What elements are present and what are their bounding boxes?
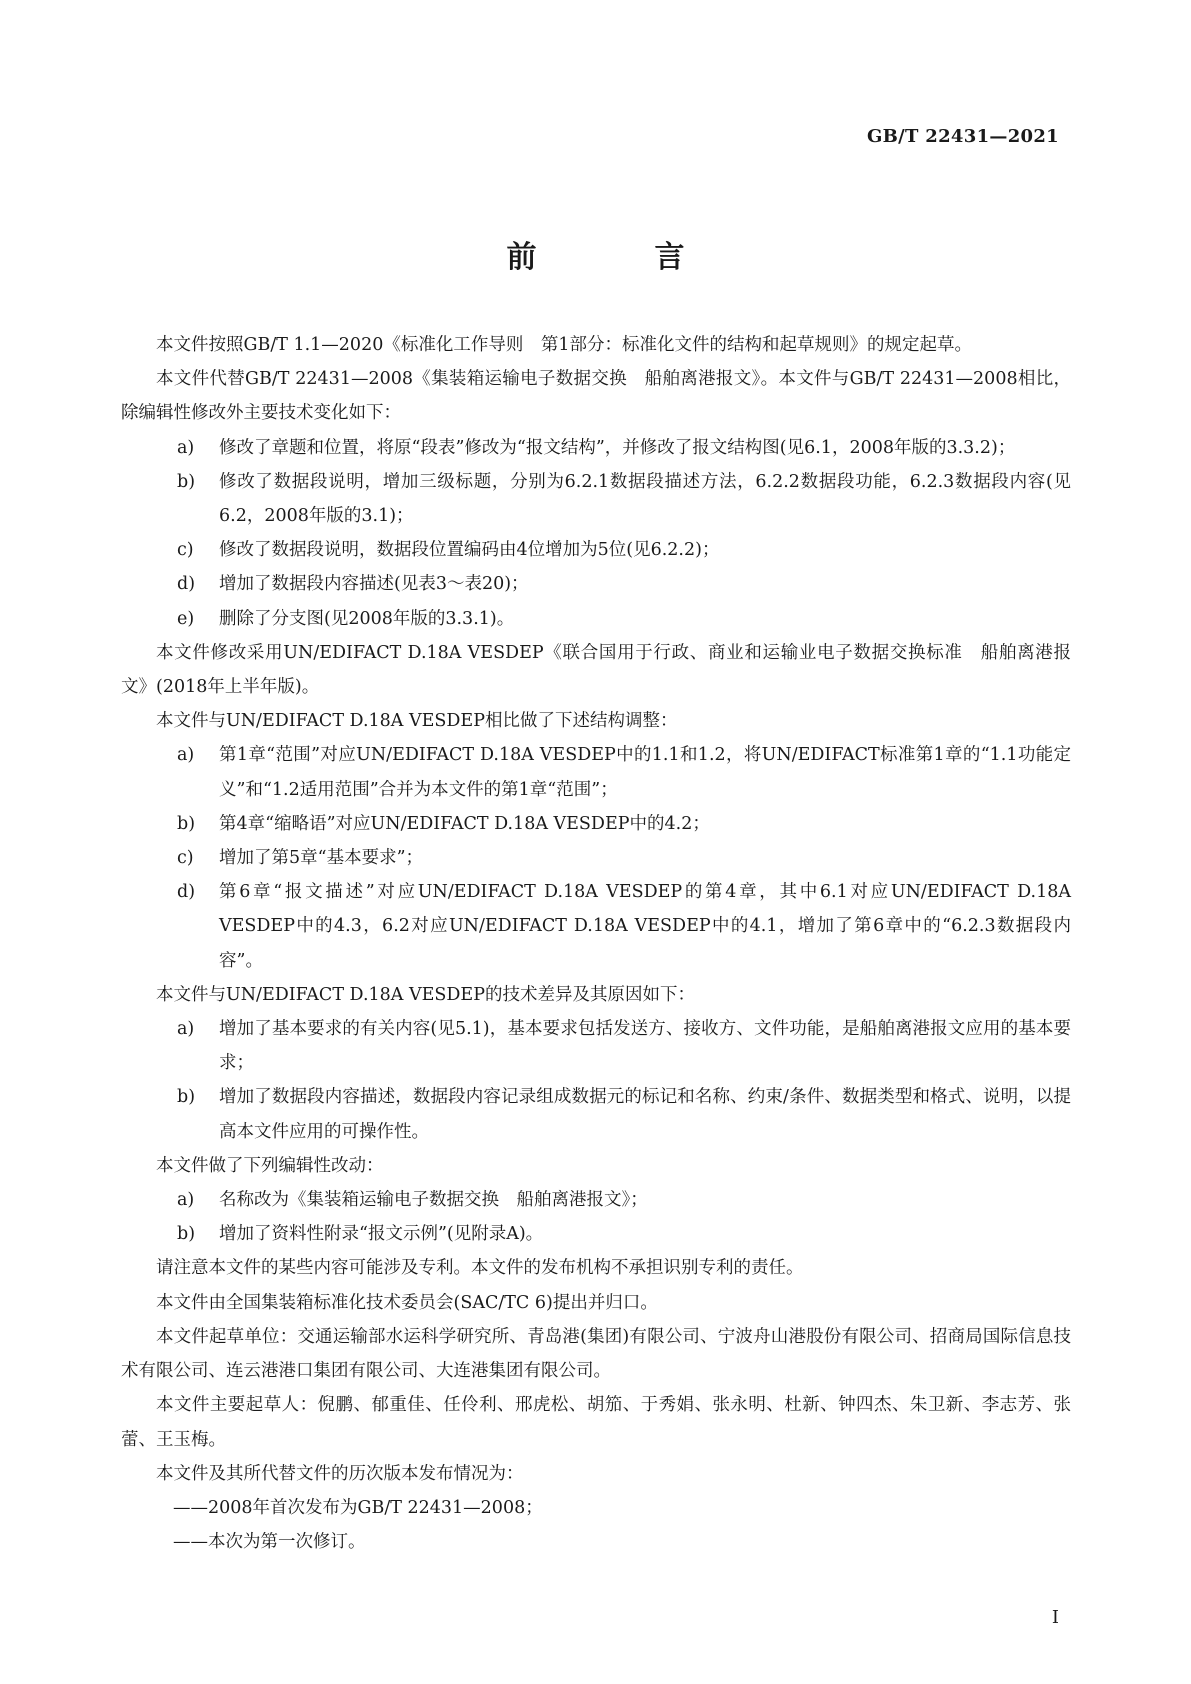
list-marker: d) xyxy=(177,882,196,903)
paragraph: 本文件修改采用UN/EDIFACT D.18A VESDEP《联合国用于行政、商业和运输业电子数据交换标准 船舶离港报文》(2018年上半年版)。 xyxy=(121,642,1071,698)
list-marker: a) xyxy=(177,745,195,766)
page-title: 前 言 xyxy=(506,240,729,275)
list-marker: b) xyxy=(177,1224,196,1245)
list-text: 增加了基本要求的有关内容(见5.1)，基本要求包括发送方、接收方、文件功能，是船舶离港报文应用的基本要求； xyxy=(219,1019,1071,1074)
list-marker: b) xyxy=(177,813,196,834)
paragraph: 本文件做了下列编辑性改动： xyxy=(156,1155,384,1176)
list-item xyxy=(121,738,1071,806)
list-text: 第6章“报文描述”对应UN/EDIFACT D.18A VESDEP的第4章，其中6.1对应UN/EDIFACT D.18A VESDEP中的4.3，6.2对应UN/EDIFACT D.18A VESDEP中的4.1，增加了第6章中的“6.2.3数据段内容”。 xyxy=(219,882,1071,971)
list-text: 修改了章题和位置，将原“段表”修改为“报文结构”，并修改了报文结构图(见6.1，2008年版的3.3.2)； xyxy=(219,437,1016,458)
list-item xyxy=(121,807,1071,841)
list-marker: a) xyxy=(177,1190,195,1211)
list-text: 第1章“范围”对应UN/EDIFACT D.18A VESDEP中的1.1和1.2，将UN/EDIFACT标准第1章的“1.1功能定义”和“1.2适用范围”合并为本文件的第1章“范围”； xyxy=(219,745,1071,800)
list-item xyxy=(121,465,1071,533)
list-text: 删除了分支图(见2008年版的3.3.1)。 xyxy=(219,608,515,629)
list-marker: b) xyxy=(177,471,196,492)
page-number: I xyxy=(1051,1607,1059,1628)
list-text: 增加了数据段内容描述，数据段内容记录组成数据元的标记和名称、约束/条件、数据类型和格式、说明，以提高本文件应用的可操作性。 xyxy=(219,1087,1071,1142)
list-item xyxy=(121,875,1071,978)
list-item xyxy=(121,1012,1071,1080)
list-item xyxy=(121,1080,1071,1148)
paragraph: 本文件代替GB/T 22431—2008《集装箱运输电子数据交换 船舶离港报文》。本文件与GB/T 22431—2008相比，除编辑性修改外主要技术变化如下： xyxy=(121,369,1071,424)
list-marker: c) xyxy=(177,848,194,869)
document-body xyxy=(121,328,1071,1559)
list-text: 增加了数据段内容描述(见表3～表20)； xyxy=(219,574,529,595)
list-marker: a) xyxy=(177,1019,195,1040)
paragraph: 本文件主要起草人：倪鹏、郁重佳、任伶利、邢虎松、胡笳、于秀娟、张永明、杜新、钟四杰、朱卫新、李志芳、张蕾、王玉梅。 xyxy=(121,1395,1071,1450)
list-text: 增加了资料性附录“报文示例”(见附录A)。 xyxy=(219,1224,544,1245)
list-marker: d) xyxy=(177,574,196,595)
list-text: 名称改为《集装箱运输电子数据交换 船舶离港报文》； xyxy=(219,1190,648,1211)
list-marker: c) xyxy=(177,540,194,561)
list-text: 修改了数据段说明，增加三级标题，分别为6.2.1数据段描述方法，6.2.2数据段功能，6.2.3数据段内容(见6.2，2008年版的3.1)； xyxy=(219,471,1071,527)
list-item xyxy=(121,567,1071,601)
list-marker: b) xyxy=(177,1087,196,1108)
history-item: ——2008年首次发布为GB/T 22431—2008； xyxy=(173,1497,543,1518)
list-text: 第4章“缩略语”对应UN/EDIFACT D.18A VESDEP中的4.2； xyxy=(219,813,710,834)
paragraph: 本文件与UN/EDIFACT D.18A VESDEP相比做了下述结构调整： xyxy=(156,711,678,732)
list-text: 修改了数据段说明，数据段位置编码由4位增加为5位(见6.2.2)； xyxy=(219,540,720,561)
list-marker: e) xyxy=(177,608,195,629)
list-item xyxy=(121,533,1071,567)
history-item: ——本次为第一次修订。 xyxy=(173,1532,366,1553)
standard-code: GB/T 22431—2021 xyxy=(866,126,1059,147)
list-item xyxy=(121,1183,1071,1217)
list-item xyxy=(121,841,1071,875)
list-item xyxy=(121,1217,1071,1251)
paragraph: 本文件由全国集装箱标准化技术委员会(SAC/TC 6)提出并归口。 xyxy=(156,1292,658,1313)
list-item xyxy=(121,431,1071,465)
paragraph: 请注意本文件的某些内容可能涉及专利。本文件的发布机构不承担识别专利的责任。 xyxy=(156,1258,804,1279)
paragraph: 本文件起草单位：交通运输部水运科学研究所、青岛港(集团)有限公司、宁波舟山港股份有限公司、招商局国际信息技术有限公司、连云港港口集团有限公司、大连港集团有限公司。 xyxy=(121,1326,1071,1382)
paragraph: 本文件与UN/EDIFACT D.18A VESDEP的技术差异及其原因如下： xyxy=(156,984,695,1005)
list-item xyxy=(121,602,1071,636)
paragraph: 本文件及其所代替文件的历次版本发布情况为： xyxy=(156,1463,524,1484)
paragraph: 本文件按照GB/T 1.1—2020《标准化工作导则 第1部分：标准化文件的结构和起草规则》的规定起草。 xyxy=(156,335,972,355)
list-text: 增加了第5章“基本要求”； xyxy=(219,848,424,869)
list-marker: a) xyxy=(177,437,195,458)
